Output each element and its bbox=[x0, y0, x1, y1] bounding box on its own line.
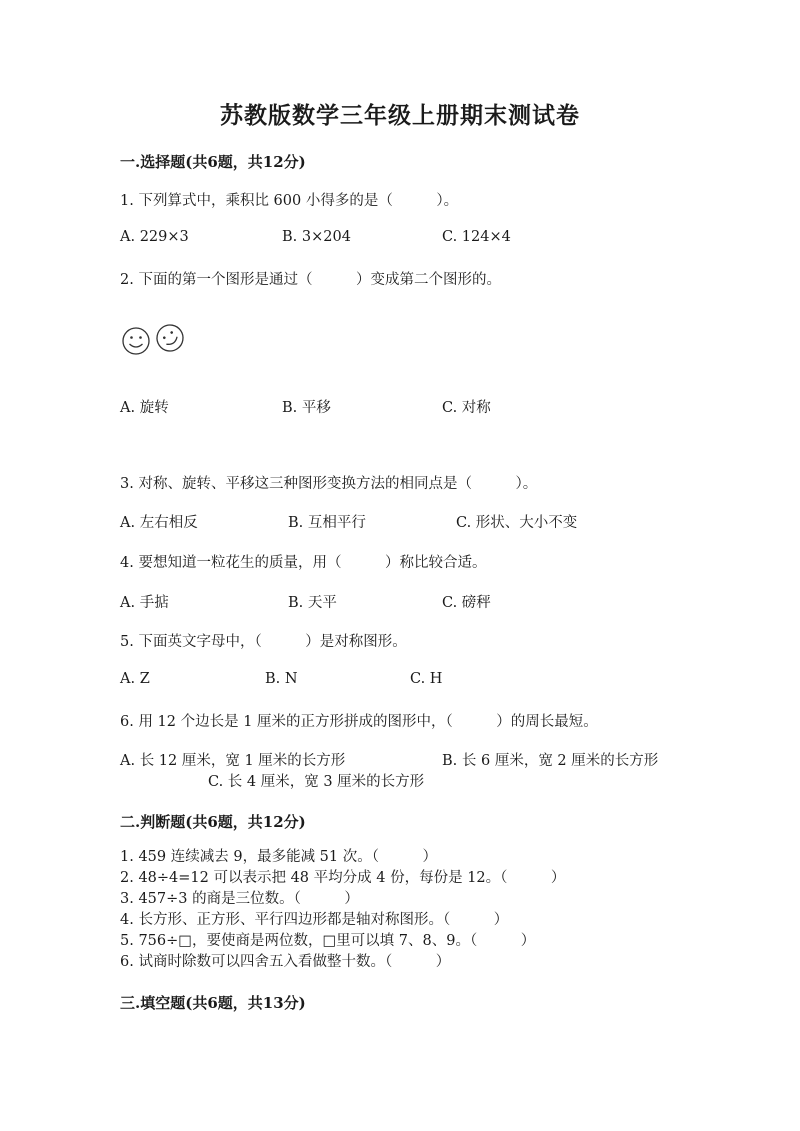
question-3-option-c: C. 形状、大小不变 bbox=[456, 515, 578, 531]
judgment-item-6: 6. 试商时除数可以四舍五入看做整十数。（ ） bbox=[120, 954, 451, 970]
question-4-stem: 4. 要想知道一粒花生的质量，用（ ）称比较合适。 bbox=[120, 555, 487, 571]
question-5-option-a: A. Z bbox=[120, 671, 150, 687]
question-6-option-b: B. 长 6 厘米，宽 2 厘米的长方形 bbox=[442, 753, 659, 769]
judgment-item-1: 1. 459 连续减去 9，最多能减 51 次。（ ） bbox=[120, 849, 437, 865]
question-4-option-c: C. 磅秤 bbox=[442, 595, 491, 611]
question-4-option-b: B. 天平 bbox=[288, 595, 337, 611]
question-1-option-c: C. 124×4 bbox=[442, 229, 511, 245]
question-2-figure bbox=[120, 322, 190, 356]
question-5-stem: 5. 下面英文字母中，（ ）是对称图形。 bbox=[120, 634, 407, 650]
question-3-stem: 3. 对称、旋转、平移这三种图形变换方法的相同点是（ ）。 bbox=[120, 476, 538, 492]
question-6-option-a: A. 长 12 厘米，宽 1 厘米的长方形 bbox=[120, 753, 346, 769]
question-1-stem: 1. 下列算式中，乘积比 600 小得多的是（ ）。 bbox=[120, 193, 459, 209]
judgment-item-5: 5. 756÷□，要使商是两位数，□里可以填 7、8、9。（ ） bbox=[120, 933, 536, 949]
question-1-option-a: A. 229×3 bbox=[120, 229, 189, 245]
question-2-option-b: B. 平移 bbox=[282, 400, 331, 416]
question-2-option-a: A. 旋转 bbox=[120, 400, 169, 416]
question-2-option-c: C. 对称 bbox=[442, 400, 491, 416]
question-6-stem: 6. 用 12 个边长是 1 厘米的正方形拼成的图形中，（ ）的周长最短。 bbox=[120, 714, 598, 730]
rotated-smiley-face-icon bbox=[152, 322, 188, 356]
question-6-option-c: C. 长 4 厘米，宽 3 厘米的长方形 bbox=[208, 774, 425, 790]
question-5-option-c: C. H bbox=[410, 671, 443, 687]
section-heading-judgment: 二.判断题(共6题，共12分) bbox=[120, 813, 306, 831]
section-heading-fill-blank: 三.填空题(共6题，共13分) bbox=[120, 994, 306, 1012]
question-1-option-b: B. 3×204 bbox=[282, 229, 351, 245]
question-2-stem: 2. 下面的第一个图形是通过（ ）变成第二个图形的。 bbox=[120, 272, 501, 288]
judgment-item-2: 2. 48÷4=12 可以表示把 48 平均分成 4 份，每份是 12。（ ） bbox=[120, 870, 566, 886]
judgment-item-4: 4. 长方形、正方形、平行四边形都是轴对称图形。（ ） bbox=[120, 912, 509, 928]
smiley-face-icon bbox=[123, 328, 149, 354]
question-3-option-b: B. 互相平行 bbox=[288, 515, 366, 531]
section-heading-choice: 一.选择题(共6题，共12分) bbox=[120, 153, 306, 171]
question-5-option-b: B. N bbox=[265, 671, 298, 687]
page-title: 苏教版数学三年级上册期末测试卷 bbox=[220, 102, 580, 129]
question-3-option-a: A. 左右相反 bbox=[120, 515, 198, 531]
judgment-item-3: 3. 457÷3 的商是三位数。（ ） bbox=[120, 891, 359, 907]
question-4-option-a: A. 手掂 bbox=[120, 595, 169, 611]
